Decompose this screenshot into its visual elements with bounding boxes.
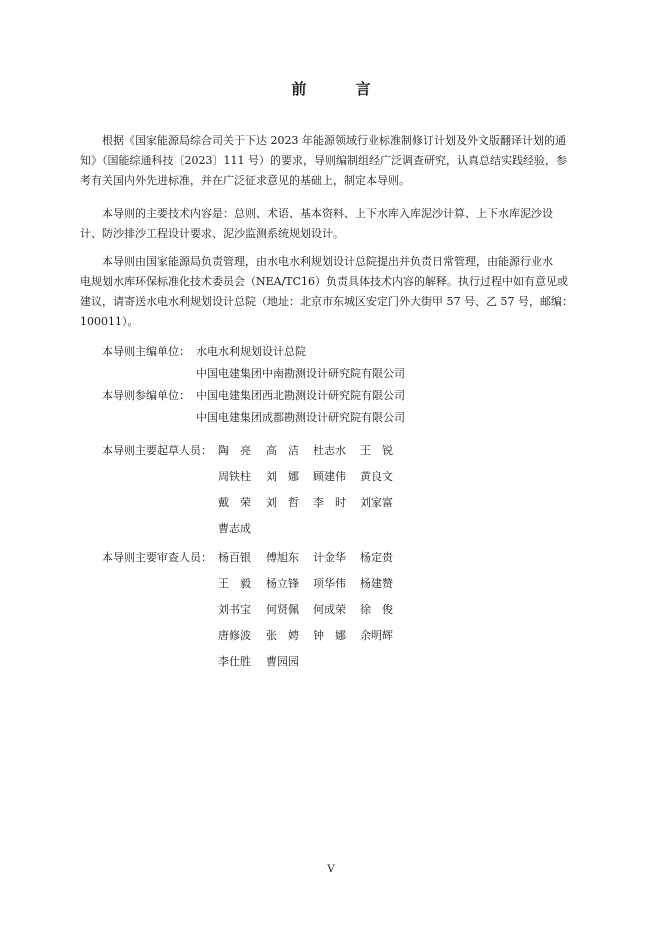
paragraph-line: 计、防沙排沙工程设计要求、泥沙监测系统规划设计。: [80, 227, 344, 240]
person-name: 顾建伟: [313, 470, 346, 483]
person-name: 计金华: [313, 551, 346, 564]
participants-label: 本导则参编单位：: [102, 389, 190, 402]
person-name: 杨建赞: [360, 577, 393, 590]
person-name: 曹园园: [266, 655, 299, 668]
person-name: 徐 俊: [360, 603, 393, 616]
person-name: 王 毅: [218, 577, 251, 590]
person-name: 杨百银: [218, 551, 251, 564]
person-name: 钟 娜: [313, 629, 346, 642]
chief-editor-unit: 水电水利规划设计总院: [196, 345, 306, 358]
person-name: 余明辉: [360, 629, 393, 642]
page-number: V: [327, 864, 335, 875]
paragraph-line: 本导则的主要技术内容是：总则、术语、基本资料、上下水库入库泥沙计算、上下水库泥沙设: [80, 207, 553, 220]
person-name: 刘 娜: [266, 470, 299, 483]
chief-editor-unit: 中国电建集团中南勘测设计研究院有限公司: [196, 367, 405, 380]
chief-editor-label: 本导则主编单位：: [102, 345, 190, 358]
person-name: 李仕胜: [218, 655, 251, 668]
paragraph-line: 本导则由国家能源局负责管理，由水电水利规划设计总院提出并负责日常管理，由能源行业水: [80, 255, 553, 268]
person-name: 唐修波: [218, 629, 251, 642]
person-name: 傅旭东: [266, 551, 299, 564]
person-name: 李 时: [313, 496, 346, 509]
person-name: 何贤佩: [266, 603, 299, 616]
person-name: 周铁柱: [218, 470, 251, 483]
person-name: 刘书宝: [218, 603, 251, 616]
drafters-label: 本导则主要起草人员：: [102, 444, 212, 457]
person-name: 杜志水: [313, 444, 346, 457]
person-name: 陶 亮: [218, 444, 251, 457]
person-name: 张 娉: [266, 629, 299, 642]
paragraph-line: 考有关国内外先进标准，并在广泛征求意见的基础上，制定本导则。: [80, 174, 410, 187]
paragraph-line: 100011）。: [80, 315, 139, 328]
person-name: 戴 荣: [218, 496, 251, 509]
person-name: 杨立锋: [266, 577, 299, 590]
paragraph-contents: [80, 204, 580, 244]
person-name: 项华伟: [313, 577, 346, 590]
paragraph-line: 根据《国家能源局综合司关于下达 2023 年能源领域行业标准制修订计划及外文版翻译计划的通: [80, 134, 566, 147]
paragraph-line: 知》（国能综通科技〔2023〕111 号）的要求，导则编制组经广泛调查研究，认真总结实践经验，参: [80, 154, 567, 167]
person-name: 杨定贵: [360, 551, 393, 564]
paragraph-line: 建议，请寄送水电水利规划设计总院（地址：北京市东城区安定门外大街甲 57 号、乙 57 号，邮编：: [80, 295, 573, 308]
paragraph-line: 电规划水库环保标准化技术委员会（NEA/TC16）负责具体技术内容的解释。执行过程中如有意见或: [80, 275, 569, 288]
person-name: 高 洁: [266, 444, 299, 457]
person-name: 刘 哲: [266, 496, 299, 509]
paragraph-management: [80, 252, 580, 332]
reviewers-label: 本导则主要审查人员：: [102, 551, 212, 564]
participant-unit: 中国电建集团西北勘测设计研究院有限公司: [196, 389, 405, 402]
paragraph-basis: [80, 131, 580, 191]
participant-unit: 中国电建集团成都勘测设计研究院有限公司: [196, 411, 405, 424]
person-name: 黄良文: [360, 470, 393, 483]
page-title: 前 言: [291, 80, 393, 98]
person-name: 何成荣: [313, 603, 346, 616]
person-name: 曹志成: [218, 522, 251, 535]
person-name: 王 锐: [360, 444, 393, 457]
person-name: 刘家富: [360, 496, 393, 509]
